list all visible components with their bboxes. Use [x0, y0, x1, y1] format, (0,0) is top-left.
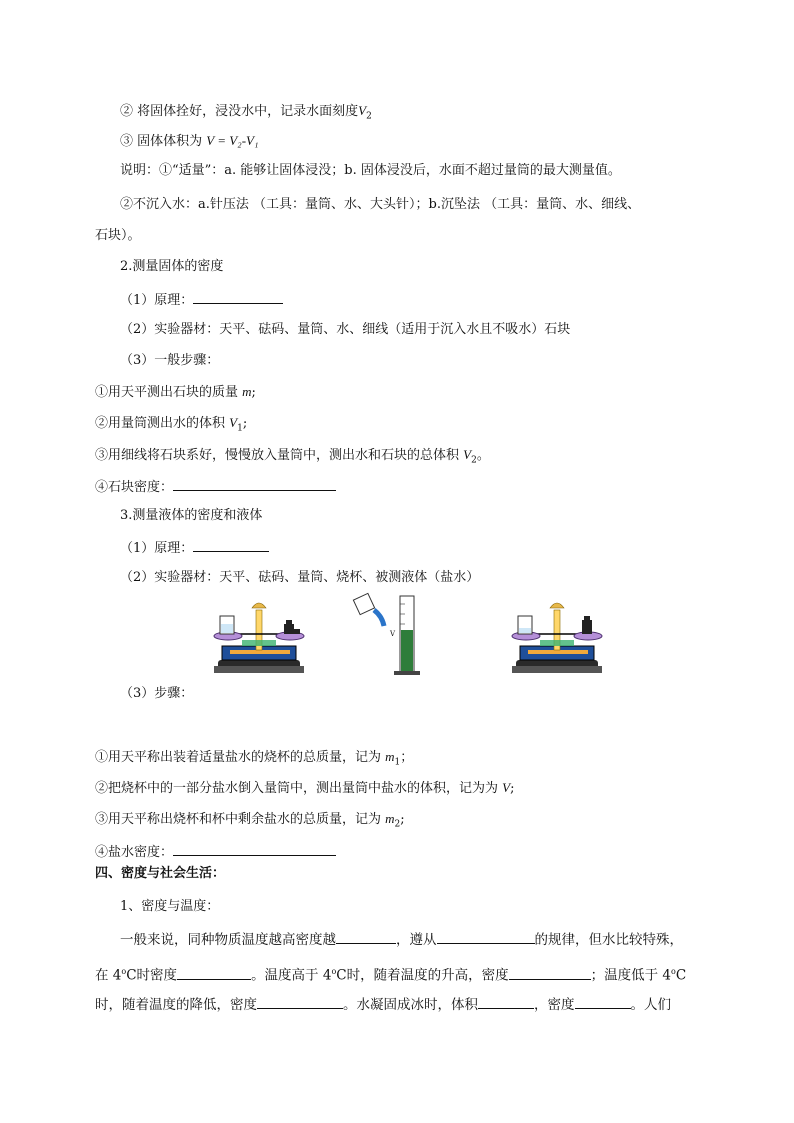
pouring-cylinder-figure: [350, 592, 450, 678]
line-note: [120, 163, 621, 179]
var-m: m: [385, 811, 395, 826]
blank-field[interactable]: [193, 539, 269, 552]
section-4-heading: [95, 866, 225, 882]
text: （2）实验器材：天平、砝码、量筒、烧杯、被测液体（盐水）: [120, 570, 480, 585]
text: ②不沉入水：a.针压法 （工具：量筒、水、大头针）；b.沉坠法 （工具：量筒、水、细线、: [120, 197, 641, 212]
text: 2.测量固体的密度: [120, 259, 224, 274]
s3-step-1: [95, 749, 413, 771]
line-stone: [95, 228, 141, 244]
text: ，密度: [534, 997, 575, 1013]
text: 一般来说，同种物质温度越高密度越: [120, 932, 336, 948]
var-v: V: [463, 447, 472, 462]
text: 。人们: [630, 997, 671, 1013]
text: 时，随着温度的降低，密度: [95, 997, 257, 1013]
text: C时，随着温度的升高，密度: [336, 967, 509, 984]
var-m: m: [242, 384, 252, 399]
sub: 2: [394, 819, 401, 830]
text: ④盐水密度：: [95, 845, 174, 860]
section-3-title: [120, 508, 262, 524]
s2-equipment: [120, 322, 570, 338]
section-2-title: [120, 259, 223, 275]
s3-step-4: [95, 843, 336, 861]
var-v: V: [229, 415, 238, 430]
s2-step-1: [95, 384, 256, 401]
text: ，遵从: [396, 932, 437, 948]
text: （1）原理：: [120, 293, 194, 308]
text: C: [675, 967, 687, 984]
degree: o: [331, 967, 337, 976]
text: C时密度: [126, 967, 178, 984]
s3-step-2: [95, 780, 515, 797]
text: ④石块密度：: [95, 480, 174, 495]
text: 四、密度与社会生活：: [95, 866, 226, 881]
s4-sub-1: [120, 899, 219, 915]
blank-field[interactable]: [177, 967, 251, 980]
text: ③用天平称出烧杯和杯中剩余盐水的总质量，记为: [95, 812, 382, 827]
balance-with-beaker-figure: [208, 596, 310, 676]
text: 说明：①“适量”：a. 能够让固体浸没；b. 固体浸没后，水面不超过量筒的最大测量值。: [120, 163, 621, 178]
end: ;: [510, 781, 515, 796]
blank-field[interactable]: [437, 931, 535, 944]
blank-field[interactable]: [257, 996, 343, 1009]
blank-field[interactable]: [478, 996, 534, 1009]
end: ;: [242, 416, 248, 431]
s3-steps-title: [120, 686, 193, 702]
text: ② 将固体拴好，浸没水中，记录水面刻度: [120, 104, 359, 119]
s2-step-2: [95, 415, 247, 437]
text: 石块）。: [95, 228, 141, 243]
degree: o: [121, 967, 127, 976]
text: ②用量筒测出水的体积: [95, 416, 226, 431]
text: 。温度高于 4: [251, 967, 332, 984]
blank-field[interactable]: [173, 843, 336, 856]
text: 的规律，但水比较特殊，: [534, 932, 683, 948]
blank-field[interactable]: [173, 478, 336, 491]
volume-label: V: [390, 630, 396, 638]
line-fix-solid: [120, 103, 372, 125]
line-solid-volume: [120, 133, 259, 150]
end: ;: [400, 812, 405, 827]
s4-para-line-1: [120, 931, 683, 948]
text: （1）原理：: [120, 541, 194, 556]
text: ③ 固体体积为: [120, 134, 207, 149]
var-m: m: [385, 749, 395, 764]
text: 。水凝固成冰时，体积: [343, 997, 478, 1013]
balance-after-pouring-figure: [506, 596, 608, 676]
degree: o: [671, 967, 676, 976]
s2-steps-title: [120, 353, 219, 369]
text: ②把烧杯中的一部分盐水倒入量筒中，测出量筒中盐水的体积，记为为: [95, 781, 499, 796]
sub: 1: [237, 423, 243, 434]
blank-field[interactable]: [336, 931, 396, 944]
text: ①用天平测出石块的质量: [95, 385, 239, 400]
text: 在 4: [95, 967, 122, 984]
var-v: V: [358, 103, 367, 118]
end: ；: [400, 750, 414, 765]
text: ③用细线将石块系好，慢慢放入量筒中，测出水和石块的总体积: [95, 448, 460, 463]
text: ①用天平称出装着适量盐水的烧杯的总质量，记为: [95, 750, 382, 765]
sub: 2: [471, 455, 477, 466]
text: ；温度低于 4: [590, 967, 672, 984]
blank-field[interactable]: [575, 996, 631, 1009]
text: （2）实验器材：天平、砝码、量筒、水、细线（适用于沉入水且不吸水）石块: [120, 322, 571, 337]
end: 。: [476, 448, 490, 463]
text: （3）步骤：: [120, 686, 194, 701]
s3-step-3: [95, 811, 405, 833]
blank-field[interactable]: [509, 967, 591, 980]
s3-equipment: [120, 570, 479, 586]
s4-para-line-3: [95, 996, 671, 1013]
end: ;: [251, 385, 256, 400]
s2-step-3: [95, 447, 490, 469]
blank-field[interactable]: [193, 291, 283, 304]
s3-principle: [120, 539, 269, 557]
var-v: V: [502, 780, 511, 795]
s4-para-line-2: [95, 964, 686, 984]
text: 1、密度与温度：: [120, 899, 220, 914]
s2-principle: [120, 291, 283, 309]
line-not-sink: [120, 197, 640, 213]
text: 3.测量液体的密度和液体: [120, 508, 263, 523]
sub: 2: [366, 111, 372, 122]
text: （3）一般步骤：: [120, 353, 220, 368]
sub: 1: [394, 757, 401, 768]
formula: V = V₂-V₁: [206, 133, 259, 148]
s2-step-4: [95, 478, 336, 496]
